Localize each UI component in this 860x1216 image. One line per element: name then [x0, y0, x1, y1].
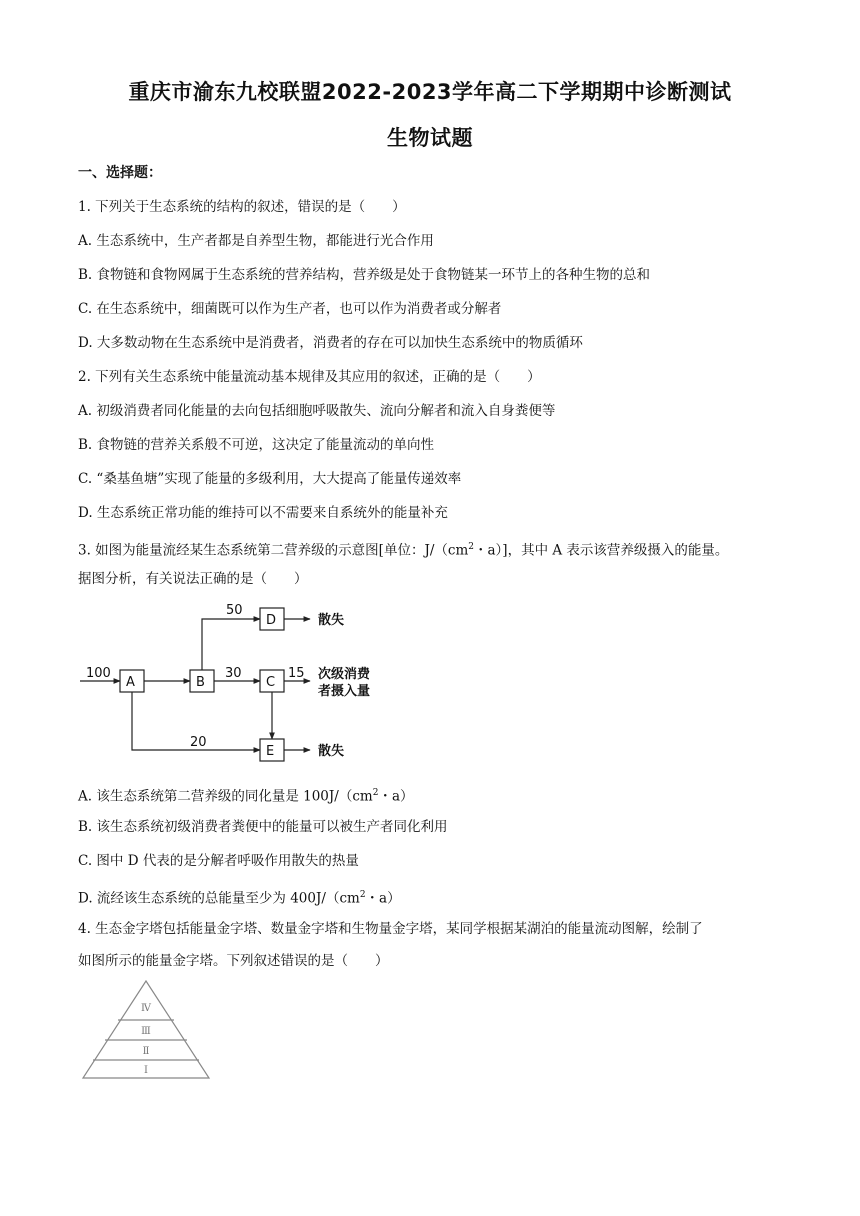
node-e-label: E [266, 744, 275, 759]
exam-subtitle: 生物试题 [387, 126, 473, 150]
value-b-d: 50 [226, 603, 243, 618]
question-3-option-c: C. 图中 D 代表的是分解者呼吸作用散失的热量 [78, 853, 359, 869]
node-b-label: B [196, 675, 205, 690]
q3-option-a-sup: 2 [372, 788, 379, 798]
label-d-lost: 散失 [318, 613, 345, 628]
section-heading: 一、选择题： [78, 165, 162, 181]
question-3-option-b: B. 该生态系统初级消费者粪便中的能量可以被生产者同化利用 [78, 819, 448, 835]
value-c-out: 15 [288, 666, 305, 681]
q3-option-a-part2: ・a） [378, 788, 414, 805]
label-c-out-2: 者摄入量 [318, 684, 371, 699]
label-e-lost: 散失 [318, 744, 345, 759]
value-b-c: 30 [225, 666, 242, 681]
node-c-label: C [266, 675, 276, 690]
question-2-option-b: B. 食物链的营养关系般不可逆，这决定了能量流动的单向性 [78, 437, 435, 453]
question-3-stem-line2: 据图分析，有关说法正确的是（ ） [78, 571, 308, 587]
energy-flow-diagram [78, 598, 408, 768]
q3-option-d-part1: D. 流经该生态系统的总能量至少为 400J/（cm [78, 890, 360, 907]
q3-option-a-part1: A. 该生态系统第二营养级的同化量是 100J/（cm [78, 788, 373, 805]
question-3-option-a [78, 784, 414, 806]
question-2-option-c: C. “桑基鱼塘”实现了能量的多级利用，大大提高了能量传递效率 [78, 471, 462, 487]
q3-stem-part2: ・a）]，其中 A 表示该营养级摄入的能量。 [474, 542, 729, 559]
label-c-out-1: 次级消费 [318, 667, 371, 682]
question-3-option-d [78, 886, 401, 908]
q3-option-d-sup: 2 [359, 890, 366, 900]
question-2-option-a: A. 初级消费者同化能量的去向包括细胞呼吸散失、流向分解者和流入自身粪便等 [78, 403, 556, 419]
pyramid-level-4: Ⅳ [141, 1003, 151, 1014]
pyramid-level-1: Ⅰ [144, 1065, 148, 1076]
question-2-option-d: D. 生态系统正常功能的维持可以不需要来自系统外的能量补充 [78, 505, 448, 521]
q3-stem-sup: 2 [468, 542, 474, 552]
question-1-option-d: D. 大多数动物在生态系统中是消费者，消费者的存在可以加快生态系统中的物质循环 [78, 335, 583, 351]
q3-stem-part1: 3. 如图为能量流经某生态系统第二营养级的示意图[单位：J/（cm [78, 542, 469, 559]
value-a-e: 20 [190, 735, 207, 750]
q3-option-d-part2: ・a） [365, 890, 401, 907]
exam-title: 重庆市渝东九校联盟2022-2023学年高二下学期期中诊断测试 [128, 80, 732, 104]
node-a-label: A [126, 675, 135, 690]
arrow-b-d [202, 619, 260, 670]
question-2-stem: 2. 下列有关生态系统中能量流动基本规律及其应用的叙述，正确的是（ ） [78, 369, 541, 385]
question-1-option-c: C. 在生态系统中，细菌既可以作为生产者，也可以作为消费者或分解者 [78, 301, 502, 317]
question-1-stem: 1. 下列关于生态系统的结构的叙述，错误的是（ ） [78, 199, 406, 215]
energy-pyramid-figure [80, 978, 212, 1082]
question-3-stem-line1 [78, 538, 728, 560]
question-1-option-a: A. 生态系统中，生产者都是自养型生物，都能进行光合作用 [78, 233, 434, 249]
node-d-label: D [266, 613, 277, 628]
pyramid-level-2: Ⅱ [142, 1046, 150, 1057]
question-4-stem-line1: 4. 生态金字塔包括能量金字塔、数量金字塔和生物量金字塔，某同学根据某湖泊的能量流动图解，绘制了 [78, 921, 703, 937]
question-1-option-b: B. 食物链和食物网属于生态系统的营养结构，营养级是处于食物链某一环节上的各种生物的总和 [78, 267, 651, 283]
question-4-stem-line2: 如图所示的能量金字塔。下列叙述错误的是（ ） [78, 953, 389, 969]
value-input: 100 [86, 666, 111, 681]
pyramid-level-3: Ⅲ [141, 1026, 151, 1037]
